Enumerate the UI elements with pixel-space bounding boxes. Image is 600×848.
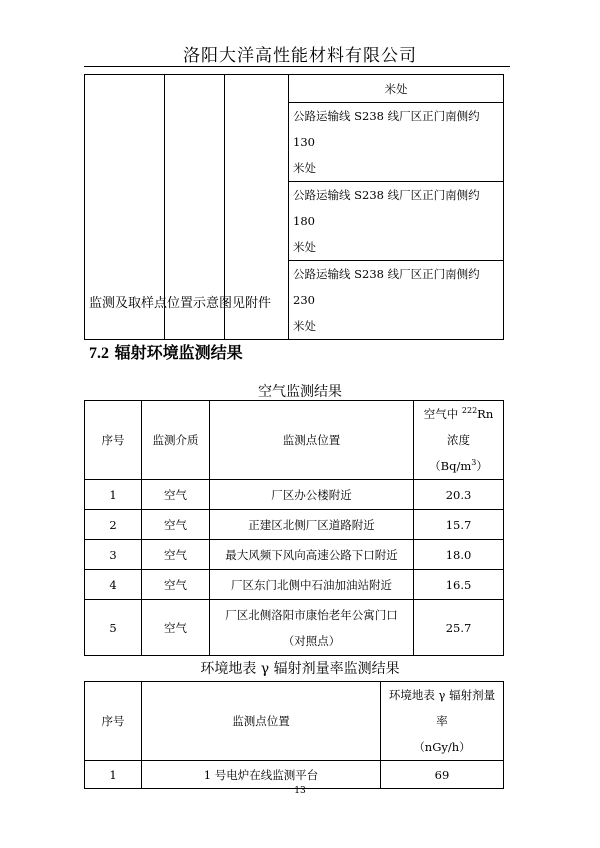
table-cell: 公路运输线 S238 线厂区正门南侧约 230 米处 — [289, 261, 504, 340]
attachment-note: 监测及取样点位置示意图见附件 — [89, 296, 272, 311]
section-number: 7.2 — [89, 345, 109, 362]
table-header-row — [85, 401, 504, 480]
header-no: 序号 — [85, 682, 142, 761]
section-title: 辐射环境监测结果 — [114, 343, 243, 362]
header-rule — [84, 66, 510, 67]
header-location: 监测点位置 — [142, 682, 381, 761]
table-cell: 公路运输线 S238 线厂区正门南侧约 130 米处 — [289, 103, 504, 182]
gamma-monitoring-table — [84, 681, 504, 789]
page-header: 洛阳大洋高性能材料有限公司 — [183, 46, 417, 66]
air-table-caption: 空气监测结果 — [258, 384, 342, 400]
air-monitoring-table — [84, 400, 504, 656]
header-no: 序号 — [85, 401, 142, 480]
table-row: 2 空气 正建区北侧厂区道路附近 15.7 — [85, 510, 504, 540]
table-row: 5 空气 厂区北侧洛阳市康怡老年公寓门口 （对照点） 25.7 — [85, 600, 504, 656]
location-cell: 厂区北侧洛阳市康怡老年公寓门口 （对照点） — [210, 600, 414, 656]
table-row: 4 空气 厂区东门北侧中石油加油站附近 16.5 — [85, 570, 504, 600]
table-cell: 公路运输线 S238 线厂区正门南侧约 180 米处 — [289, 182, 504, 261]
table-row: 1 1 号电炉在线监测平台 69 — [85, 761, 504, 789]
table-header-row — [85, 682, 504, 761]
table-row — [85, 75, 504, 103]
section-heading — [89, 340, 243, 363]
table-cell: 米处 — [289, 75, 504, 103]
header-concentration: 空气中 $^{222}$Rn 浓度 $(Bq/m^3)$ — [414, 401, 504, 480]
gamma-table-caption: 环境地表 γ 辐射剂量率监测结果 — [200, 661, 400, 677]
page-number: 13 — [294, 786, 306, 796]
table-row: 3 空气 最大风频下风向高速公路下口附近 18.0 — [85, 540, 504, 570]
header-location: 监测点位置 — [210, 401, 414, 480]
header-medium: 监测介质 — [142, 401, 210, 480]
table-row: 1 空气 厂区办公楼附近 20.3 — [85, 480, 504, 510]
header-rate: 环境地表 γ 辐射剂量率 （nGy/h） — [381, 682, 504, 761]
